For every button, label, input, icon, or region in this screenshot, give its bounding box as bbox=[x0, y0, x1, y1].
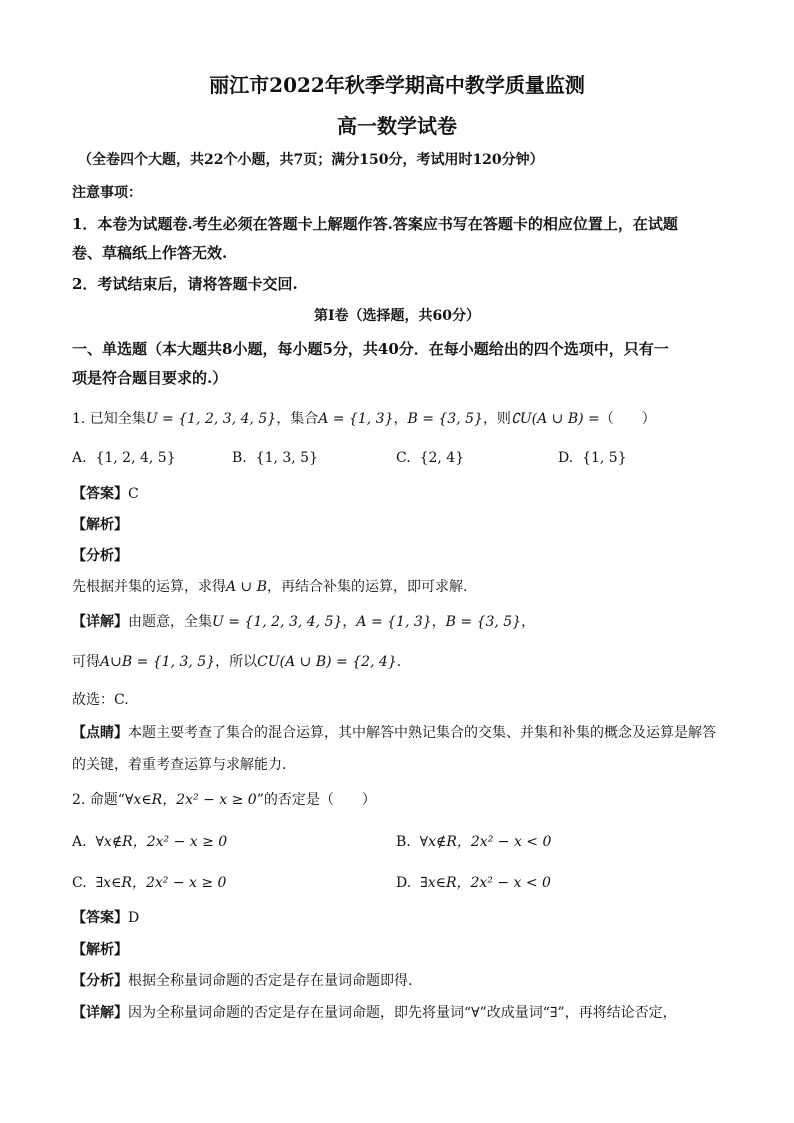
result-text: . bbox=[396, 654, 402, 670]
q1-option-d bbox=[558, 448, 627, 468]
result-text: 可得 bbox=[72, 654, 100, 670]
q1-option-c bbox=[396, 448, 464, 468]
q1-fenxi-tag: 【分析】 bbox=[72, 548, 128, 564]
option-label: D. bbox=[558, 450, 574, 466]
q1-option-a bbox=[72, 448, 176, 468]
fenxi-text: 根据全称量词命题的否定是存在量词命题即得. bbox=[128, 973, 413, 989]
q1-xiangjie bbox=[72, 612, 535, 632]
option-label: C. bbox=[72, 875, 87, 891]
set-u: U = {1, 2, 3, 4, 5} bbox=[212, 614, 343, 630]
option-label: D. bbox=[396, 875, 412, 891]
option-label: B. bbox=[396, 834, 411, 850]
answer-tag: 【答案】 bbox=[72, 486, 128, 502]
xiangjie-text: ， bbox=[342, 614, 357, 630]
q1-complement-expr: ∁U(A ∪ B) = bbox=[510, 411, 600, 427]
option-value: {1, 3, 5} bbox=[255, 450, 318, 466]
q1-dianjing-cont: 的关键，着重考查运算与求解能力. bbox=[72, 757, 287, 773]
section-heading-cont: 项是符合题目要求的.） bbox=[72, 369, 228, 387]
xiangjie-tag: 【详解】 bbox=[72, 614, 128, 630]
result-text: ，所以 bbox=[215, 654, 258, 670]
q1-option-b bbox=[232, 448, 318, 468]
q1-stem-text: ，则 bbox=[482, 411, 511, 427]
xiangjie-text: ， bbox=[431, 614, 446, 630]
q1-stem-text: 1. 已知全集 bbox=[72, 411, 146, 427]
q1-choose: 故选：C. bbox=[72, 692, 129, 708]
note-item-1-cont: 卷、草稿纸上作答无效. bbox=[72, 244, 228, 262]
option-label: A. bbox=[72, 834, 87, 850]
answer-value: D bbox=[128, 910, 140, 926]
answer-tag: 【答案】 bbox=[72, 910, 128, 926]
set-a: A = {1, 3} bbox=[356, 614, 432, 630]
exam-meta: （全卷四个大题，共22个小题，共7页；满分150分，考试用时120分钟） bbox=[78, 152, 544, 168]
q1-stem-text: ，集合 bbox=[276, 411, 319, 427]
union-expr: A ∪ B bbox=[226, 579, 268, 595]
option-value: {1, 5} bbox=[582, 450, 627, 466]
option-value: {2, 4} bbox=[419, 450, 465, 466]
xiangjie-text: ， bbox=[521, 614, 536, 630]
q2-proposition: ∀x∈R，2x² − x ≥ 0 bbox=[124, 792, 257, 808]
q1-set-a: A = {1, 3} bbox=[318, 411, 394, 427]
q1-fenxi-text bbox=[72, 577, 467, 597]
option-label: C. bbox=[396, 450, 411, 466]
q1-set-b: B = {3, 5} bbox=[407, 411, 483, 427]
part1-heading: 第Ⅰ卷（选择题，共60分） bbox=[313, 308, 481, 324]
option-value: ∀x∉R，2x² − x ≥ 0 bbox=[95, 834, 228, 850]
q1-result bbox=[72, 652, 401, 672]
q1-jiexi-tag: 【解析】 bbox=[72, 517, 128, 533]
q1-stem-text: （ ） bbox=[599, 411, 656, 427]
section-heading: 一、单选题（本大题共8小题，每小题5分，共40分．在每小题给出的四个选项中，只有一 bbox=[72, 340, 669, 358]
q2-xiangjie bbox=[72, 1003, 677, 1023]
fenxi-text: 先根据并集的运算，求得 bbox=[72, 579, 226, 595]
q2-stem-text: 2. 命题“ bbox=[72, 792, 125, 808]
q2-option-a bbox=[72, 832, 227, 852]
q2-option-b bbox=[396, 832, 551, 852]
fenxi-tag: 【分析】 bbox=[72, 973, 128, 989]
fenxi-text: ，再结合补集的运算，即可求解. bbox=[267, 579, 468, 595]
option-value: ∀x∉R，2x² − x < 0 bbox=[419, 834, 552, 850]
exam-title: 丽江市2022年秋季学期高中教学质量监测 bbox=[209, 73, 585, 97]
notes-heading: 注意事项： bbox=[72, 185, 142, 201]
note-item-2: 2．考试结束后，请将答题卡交回. bbox=[72, 275, 298, 293]
q2-jiexi-tag: 【解析】 bbox=[72, 942, 128, 958]
note-item-1: 1．本卷为试题卷.考生必须在答题卡上解题作答.答案应书写在答题卡的相应位置上，在试题 bbox=[72, 215, 678, 233]
dianjing-text: 本题主要考查了集合的混合运算，其中解答中熟记集合的交集、并集和补集的概念及运算是解答 bbox=[128, 725, 716, 741]
q2-stem bbox=[72, 790, 376, 810]
q1-answer bbox=[72, 484, 139, 504]
q2-answer bbox=[72, 908, 139, 928]
q2-option-c bbox=[72, 873, 226, 893]
dianjing-tag: 【点睛】 bbox=[72, 725, 128, 741]
exam-subtitle: 高一数学试卷 bbox=[337, 114, 457, 138]
q1-stem-text: ， bbox=[393, 411, 408, 427]
q1-stem bbox=[72, 409, 656, 429]
complement-result: CU(A ∪ B) = {2, 4} bbox=[257, 654, 397, 670]
q2-option-d bbox=[396, 873, 551, 893]
option-value: ∃x∈R，2x² − x < 0 bbox=[420, 875, 551, 891]
answer-value: C bbox=[128, 486, 139, 502]
xiangjie-text: 因为全称量词命题的否定是存在量词命题，即先将量词“∀”改成量词“∃”，再将结论否定， bbox=[128, 1005, 677, 1021]
q2-stem-text: ”的否定是（ ） bbox=[256, 792, 376, 808]
q1-dianjing bbox=[72, 723, 716, 743]
set-b: B = {3, 5} bbox=[445, 614, 522, 630]
option-label: A. bbox=[72, 450, 87, 466]
q2-fenxi bbox=[72, 971, 412, 991]
union-result: A∪B = {1, 3, 5} bbox=[100, 654, 216, 670]
option-value: {1, 2, 4, 5} bbox=[95, 450, 176, 466]
xiangjie-text: 由题意，全集 bbox=[128, 614, 212, 630]
q1-set-u: U = {1, 2, 3, 4, 5} bbox=[145, 411, 277, 427]
xiangjie-tag: 【详解】 bbox=[72, 1005, 128, 1021]
option-label: B. bbox=[232, 450, 247, 466]
option-value: ∃x∈R，2x² − x ≥ 0 bbox=[95, 875, 227, 891]
